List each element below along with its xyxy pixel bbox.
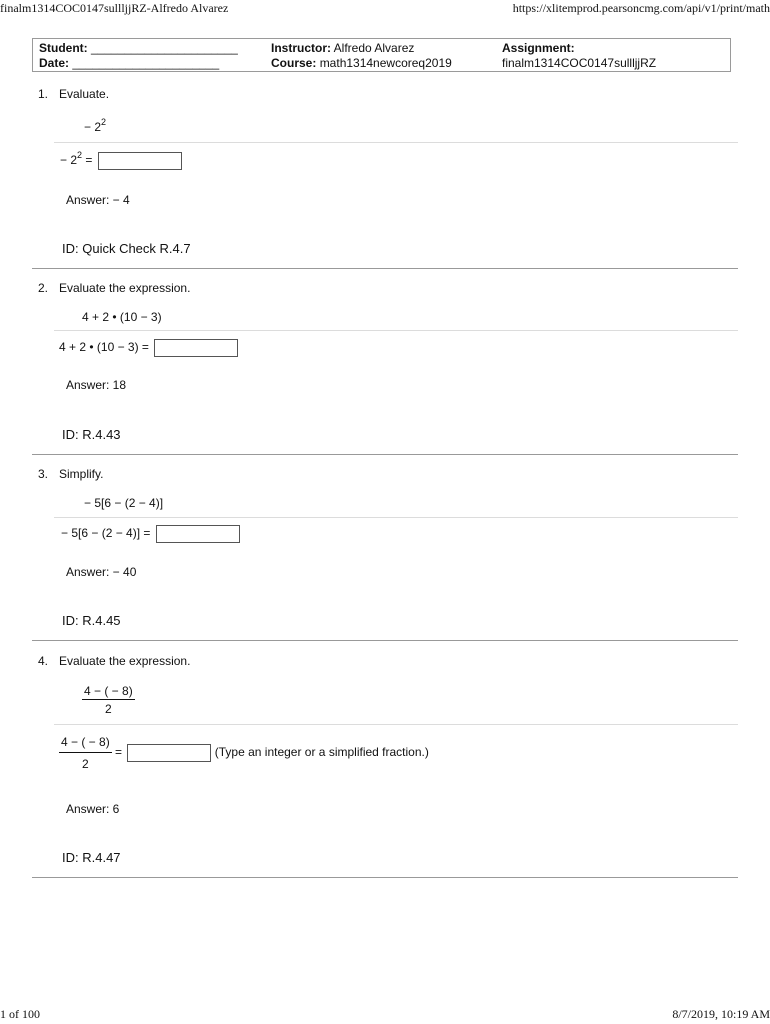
question-prompt-text: Evaluate the expression.: [59, 281, 191, 295]
student-value: ______________________: [91, 41, 238, 55]
expression-base: − 2: [84, 120, 102, 134]
question-id: ID: R.4.47: [62, 850, 121, 865]
answer-text: Answer: 6: [66, 802, 120, 816]
assignment-value: finalm1314COC0147sullljjRZ: [502, 56, 657, 70]
question-separator: [32, 268, 738, 269]
divider: [54, 517, 738, 518]
question-expression: [84, 117, 107, 134]
question-separator: [32, 877, 738, 878]
question-3: [32, 467, 738, 642]
question-expression: 4 + 2 • (10 − 3): [82, 310, 162, 324]
answer-fraction: [59, 733, 112, 773]
question-separator: [32, 640, 738, 641]
answer-lhs: 4 + 2 • (10 − 3) =: [59, 340, 149, 354]
answer-input[interactable]: [98, 152, 182, 170]
question-prompt: [38, 654, 190, 668]
divider: [54, 142, 738, 143]
question-id: ID: R.4.43: [62, 427, 121, 442]
answer-row: [59, 338, 238, 357]
instructor-label: Instructor:: [271, 41, 331, 55]
print-header-title: finalm1314COC0147sullljjRZ-Alfredo Alvarez: [0, 1, 229, 15]
question-expression: − 5[6 − (2 − 4)]: [84, 496, 164, 510]
student-label: Student:: [39, 41, 88, 55]
answer-lhs-exponent: 2: [77, 150, 83, 160]
fraction: [82, 684, 135, 716]
question-prompt: [38, 467, 103, 481]
answer-row: [61, 524, 240, 543]
question-prompt-text: Evaluate.: [59, 87, 110, 101]
question-separator: [32, 454, 738, 455]
page-count: 1 of 100: [0, 1007, 40, 1021]
expression-exponent: 2: [101, 117, 107, 127]
answer-row: [60, 151, 182, 170]
date-label: Date:: [39, 56, 70, 70]
divider: [54, 724, 738, 725]
question-2: [32, 281, 738, 456]
answer-text: Answer: − 4: [66, 193, 130, 207]
print-footer: [0, 1008, 770, 1024]
question-prompt: [38, 87, 109, 101]
fraction-numerator: 4 − ( − 8): [84, 684, 133, 698]
question-prompt-text: Evaluate the expression.: [59, 654, 191, 668]
equals-sign: =: [85, 153, 93, 167]
instructor-info: [271, 41, 452, 71]
question-number: 2.: [38, 281, 49, 295]
answer-lhs-base: − 2: [60, 153, 78, 167]
answer-input[interactable]: [127, 744, 211, 762]
print-header-url: https://xlitemprod.pearsoncmg.com/api/v1/print/math: [512, 1, 770, 15]
course-label: Course:: [271, 56, 317, 70]
fraction-denominator: 2: [105, 702, 112, 716]
question-4: [32, 654, 738, 879]
question-prompt-text: Simplify.: [59, 467, 104, 481]
answer-lhs: − 5[6 − (2 − 4)] =: [61, 526, 151, 540]
question-prompt: [38, 281, 190, 295]
assignment-info: [502, 41, 656, 71]
assignment-info-box: [32, 38, 731, 72]
question-number: 3.: [38, 467, 49, 481]
date-value: ______________________: [72, 56, 220, 70]
answer-input[interactable]: [154, 339, 238, 357]
answer-fraction-denominator: 2: [82, 757, 89, 771]
answer-text: Answer: − 40: [66, 565, 137, 579]
print-header: [0, 0, 770, 18]
equals-sign: =: [115, 745, 123, 760]
answer-text: Answer: 18: [66, 378, 127, 392]
answer-hint: (Type an integer or a simplified fraction.): [214, 745, 429, 760]
divider: [54, 330, 738, 331]
question-fraction: [82, 684, 135, 716]
question-id: ID: Quick Check R.4.7: [62, 241, 191, 256]
question-1: [32, 87, 738, 269]
print-timestamp: 8/7/2019, 10:19 AM: [672, 1007, 770, 1021]
answer-row: [59, 733, 429, 773]
question-number: 4.: [38, 654, 49, 668]
answer-input[interactable]: [156, 525, 240, 543]
question-id: ID: R.4.45: [62, 613, 121, 628]
assignment-label: Assignment:: [502, 41, 575, 55]
course-value: math1314newcoreq2019: [319, 56, 452, 70]
student-info: [39, 41, 238, 71]
question-number: 1.: [38, 87, 49, 101]
instructor-value: Alfredo Alvarez: [333, 41, 415, 55]
answer-fraction-numerator: 4 − ( − 8): [59, 733, 112, 753]
